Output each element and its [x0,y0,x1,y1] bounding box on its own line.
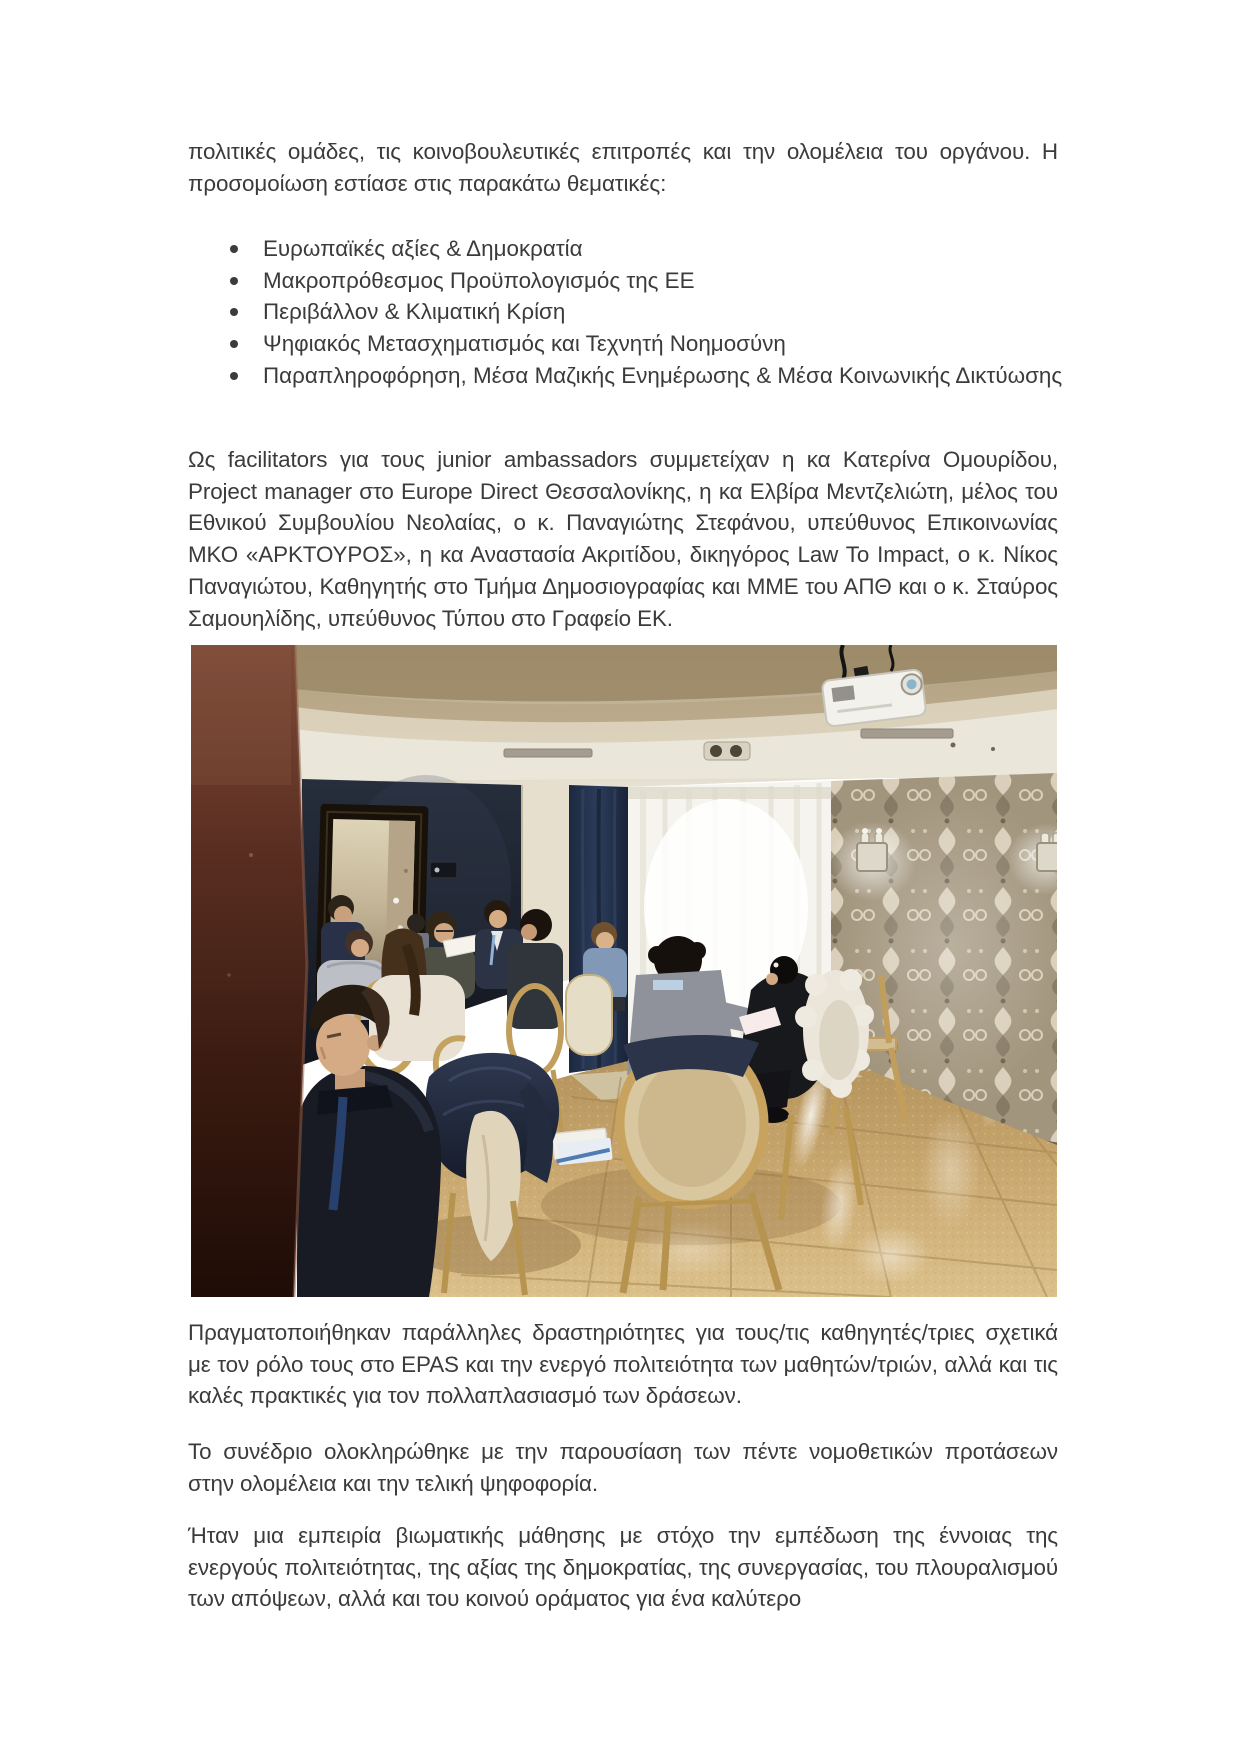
paragraph-facilitators: Ως facilitators για τους junior ambassadors συμμετείχαν η κα Κατερίνα Ομουρίδου, Project manager στο Europe Direct Θεσσαλονίκης, η κα Ελβίρα Μεντζελιώτη, μέλος του Εθνικού Συμβουλίου Νεολαίας, ο κ. Παναγιώτης Στεφάνου, υπεύθυνος Επικοινωνίας ΜΚΟ «ΑΡΚΤΟΥΡΟΣ», η κα Αναστασία Ακριτίδου, δικηγόρος Law To Impact, ο κ. Νίκος Παναγιώτου, Καθηγητής στο Τμήμα Δημοσιογραφίας και ΜΜΕ του ΑΠΘ και ο κ. Σταύρος Σαμουηλίδης, υπεύθυνος Τύπου στο Γραφείο ΕΚ. [188,447,1058,631]
paragraph-parallel-activities: Πραγματοποιήθηκαν παράλληλες δραστηριότητες για τους/τις καθηγητές/τριες σχετικά με τον ρόλο τους στο EPAS και την ενεργό πολιτειότητα των μαθητών/τριών, αλλά και τις καλές πρακτικές για τον πολλαπλασιασμό των δράσεων. [188,1320,1058,1409]
list-item: Περιβάλλον & Κλιματική Κρίση [263,296,1133,328]
list-item: Παραπληροφόρηση, Μέσα Μαζικής Ενημέρωσης & Μέσα Κοινωνικής Δικτύωσης [263,360,1133,392]
paragraph-experience: Ήταν μια εμπειρία βιωματικής μάθησης με στόχο την εμπέδωση της έννοιας της ενεργούς πολιτειότητας, της αξίας της δημοκρατίας, της συνεργασίας, του πλουραλισμού των απόψεων, αλλά και του κοινού οράματος για ένα καλύτερο [188,1523,1058,1612]
conference-photo [191,645,1057,1297]
conference-photo-illustration [191,645,1057,1297]
list-item: Ψηφιακός Μετασχηματισμός και Τεχνητή Νοημοσύνη [263,328,1133,360]
paragraph-intro: πολιτικές ομάδες, τις κοινοβουλευτικές επιτροπές και την ολομέλεια του οργάνου. Η προσομοίωση εστίασε στις παρακάτω θεματικές: [188,139,1058,196]
topics-bullet-list [188,233,1133,392]
wall-column [191,645,307,1297]
list-item: Μακροπρόθεσμος Προϋπολογισμός της ΕΕ [263,265,1133,297]
paragraph-closing: Το συνέδριο ολοκληρώθηκε με την παρουσίαση των πέντε νομοθετικών προτάσεων στην ολομέλεια και την τελική ψηφοφορία. [188,1439,1058,1496]
wall-sconce-dark [430,862,457,878]
list-item: Ευρωπαϊκές αξίες & Δημοκρατία [263,233,1133,265]
papers-on-floor [552,1128,613,1166]
ceiling [295,645,1057,787]
